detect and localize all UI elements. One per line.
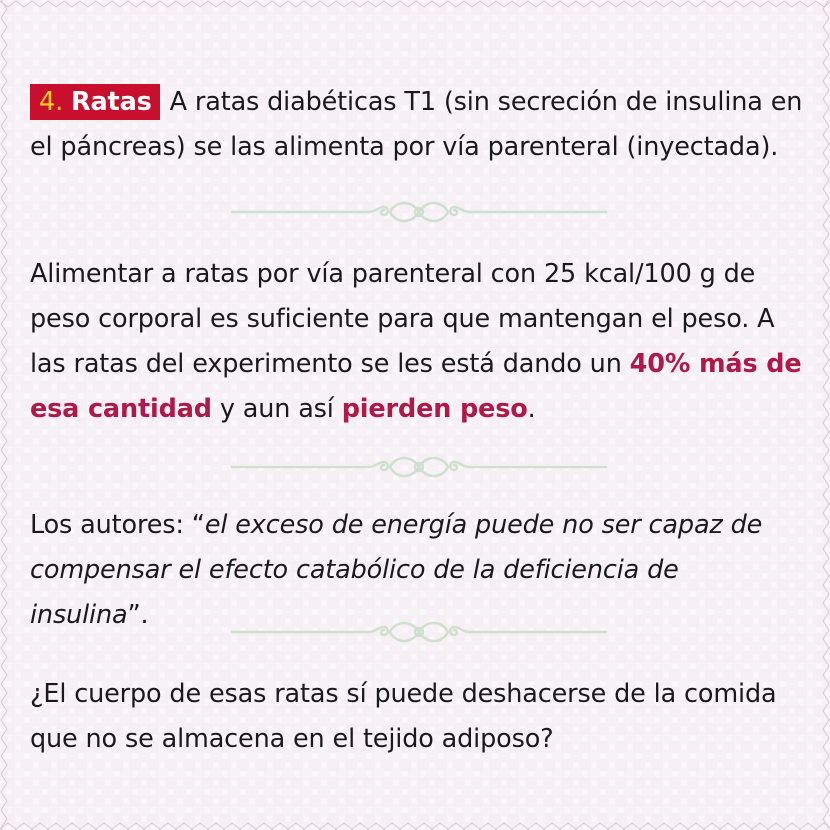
section-tag bbox=[30, 84, 160, 120]
ornamental-divider bbox=[230, 455, 608, 479]
finding-text-1: Alimentar a ratas por vía parenteral con 25 kcal/100 g de peso corporal es suficiente para que mantengan el peso. A las ratas del experimento se les está dando un bbox=[30, 259, 775, 379]
quote-lead: Los autores: “ bbox=[30, 510, 205, 540]
quote-text: el exceso de energía puede no ser capaz de compensar el efecto catabólico de la deficiencia de insulina bbox=[30, 510, 763, 630]
bottom-border-ornament bbox=[0, 822, 830, 830]
finding-text-3: . bbox=[527, 394, 536, 424]
top-border-ornament bbox=[0, 0, 830, 8]
right-border-ornament bbox=[822, 0, 830, 830]
intro-paragraph bbox=[30, 80, 805, 170]
section-tag-number: 4. bbox=[39, 87, 64, 117]
section-tag-title: Ratas bbox=[71, 87, 152, 117]
ornamental-divider bbox=[230, 200, 608, 224]
quote-paragraph bbox=[30, 503, 805, 638]
finding-paragraph bbox=[30, 252, 805, 432]
finding-text-2: y aun así bbox=[211, 394, 342, 424]
left-border-ornament bbox=[0, 0, 8, 830]
finding-highlight-weight-loss: pierden peso bbox=[341, 394, 528, 424]
question-text: ¿El cuerpo de esas ratas sí puede deshacerse de la comida que no se almacena en el tejido adiposo? bbox=[30, 679, 777, 754]
intro-text: A ratas diabéticas T1 (sin secreción de insulina en el páncreas) se las alimenta por vía parenteral (inyectada). bbox=[30, 87, 803, 162]
ornamental-divider bbox=[230, 620, 608, 644]
quote-close: ”. bbox=[127, 600, 149, 630]
finding-highlight-amount: 40% más de esa cantidad bbox=[30, 349, 802, 424]
question-paragraph bbox=[30, 672, 805, 762]
